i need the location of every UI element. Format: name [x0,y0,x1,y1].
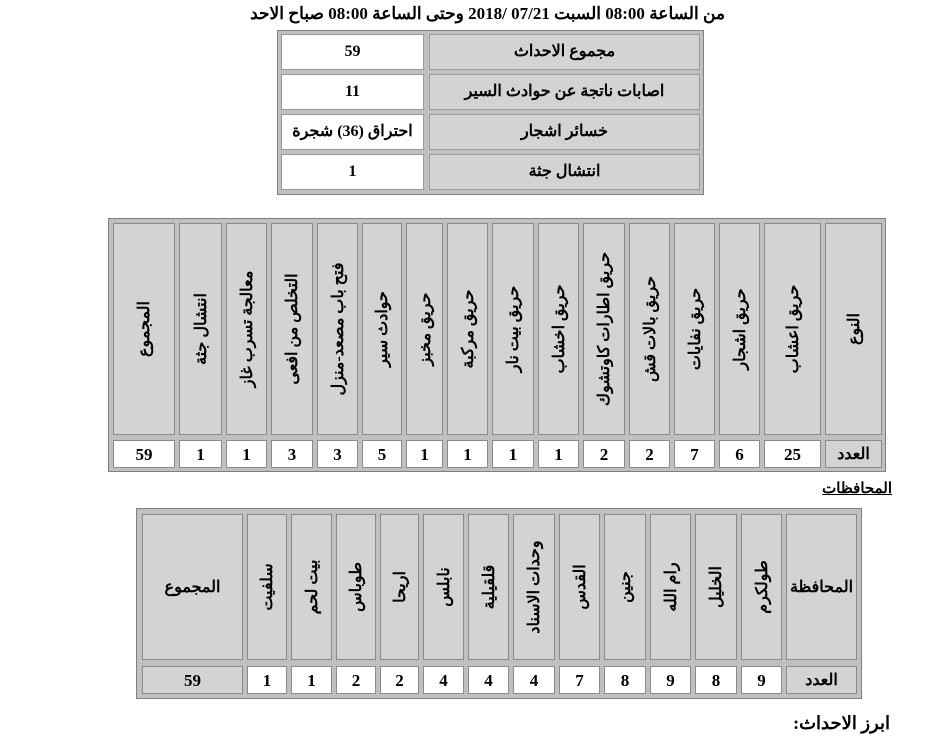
type-count: 7 [690,445,699,464]
type-count: 2 [599,445,609,464]
governorate-cell [695,514,737,660]
type-header-label: النوع [845,313,863,345]
summary-label: اصابات ناتجة عن حوادث السير [429,74,700,110]
total-value-cell [113,440,175,468]
type-count-cell [629,440,670,468]
type-count: 1 [242,445,251,464]
governorate-cell [291,514,332,660]
governorate-count-cell [741,666,782,694]
type-count-cell [583,440,625,468]
governorate-label: طولكرم [753,560,771,614]
governorate-count: 8 [711,671,721,690]
type-label: حريق بالات قش [641,275,659,383]
type-cell [764,223,821,435]
type-count: 3 [287,445,297,464]
type-count: 1 [554,445,563,464]
type-label: حريق نفايات [686,287,704,371]
governorate-cell [559,514,600,660]
type-label: فتح باب مصعد-منزل [329,262,347,396]
type-cell [406,223,443,435]
summary-table [277,30,704,195]
type-count-cell [179,440,222,468]
type-count-cell [538,440,579,468]
count-header-cell [825,440,882,468]
type-label: حريق اعشاب [784,284,802,374]
governorate-count-cell [604,666,646,694]
summary-value: 11 [281,74,424,110]
governorate-cell [423,514,464,660]
governorate-label: القدس [571,564,589,610]
governorate-count-cell [423,666,464,694]
type-label: حريق اخشاب [550,284,568,374]
report-period-header: من الساعة 08:00 السبت 07/21 /2018 وحتى الساعة 08:00 صباح الاحد [250,4,725,23]
governorate-header-cell [786,514,857,660]
governorate-count: 2 [395,671,404,690]
total-value: 59 [184,671,201,690]
type-count-cell [764,440,821,468]
governorate-cell [604,514,646,660]
governorate-label: رام الله [662,562,680,612]
type-count-cell [362,440,402,468]
governorate-count-cell [336,666,376,694]
governorate-count: 4 [439,671,448,690]
summary-value: 59 [281,34,424,70]
governorate-label: نابلس [435,567,453,607]
summary-row [281,34,700,70]
type-cell [271,223,313,435]
type-label: حريق اشجار [731,288,749,370]
type-label: حريق بيت نار [505,285,522,373]
total-header-cell [113,223,175,435]
count-header-cell [786,666,857,694]
total-value: 59 [135,445,153,464]
total-value-cell [142,666,243,694]
governorate-label: وحدات الاسناد [526,540,543,634]
type-count-cell [226,440,267,468]
governorate-label: سلفيت [259,563,276,611]
governorate-count-cell [468,666,509,694]
type-count-cell [406,440,443,468]
total-header-label: المجموع [136,301,153,357]
type-count-cell [674,440,715,468]
governorate-count: 1 [307,671,316,690]
type-count: 1 [196,445,205,464]
summary-label: مجموع الاحداث [429,34,700,70]
type-count-cell [492,440,534,468]
governorate-count-cell [559,666,600,694]
summary-row [281,74,700,110]
governorate-header-label: المحافظة [789,579,854,596]
governorate-count-cell [247,666,287,694]
type-count: 1 [420,445,429,464]
governorate-cell [336,514,376,660]
governorate-label: جنين [617,571,634,603]
governorate-count: 8 [620,671,630,690]
governorate-count: 9 [666,671,675,690]
governorate-count-cell [695,666,737,694]
type-cell [719,223,760,435]
type-cell [317,223,358,435]
type-label: حريق مخبز [416,292,434,366]
governorate-label: اريحا [391,571,409,603]
type-cell [362,223,402,435]
type-count-cell [447,440,488,468]
governorate-count: 4 [484,671,493,690]
type-count: 5 [377,445,387,464]
type-count: 1 [508,445,518,464]
total-header-label: المجموع [164,579,221,596]
summary-label: خسائر اشجار [429,114,700,150]
governorate-cell [741,514,782,660]
summary-row [281,114,700,150]
governorate-label: بيت لحم [303,559,321,615]
type-count-cell [317,440,358,468]
governorate-count: 1 [262,671,272,690]
governorate-count: 4 [529,671,539,690]
summary-label: انتشال جثة [429,154,700,190]
type-cell [447,223,488,435]
type-cell [674,223,715,435]
governorate-cell [380,514,419,660]
type-label: حوادث سير [374,291,391,367]
summary-value: 1 [281,154,424,190]
type-cell [629,223,670,435]
type-cell [538,223,579,435]
governorate-count-cell [291,666,332,694]
governorate-count: 9 [757,671,766,690]
type-count: 25 [784,445,801,464]
governorate-label: قلقيلية [480,564,498,610]
type-header-cell [825,223,882,435]
governorate-count: 2 [351,671,361,690]
governorate-count-cell [513,666,555,694]
summary-row [281,154,700,190]
governorate-count-cell [380,666,419,694]
type-count-cell [719,440,760,468]
type-cell [226,223,267,435]
governorate-cell [247,514,287,660]
governorate-count: 7 [575,671,584,690]
type-cell [492,223,534,435]
governorate-label: طوباس [348,562,365,612]
incident-types-table [108,218,886,472]
type-label: معالجة تسرب غاز [238,270,256,388]
type-label: انتشال جثة [192,293,210,365]
governorates-section-title: المحافظات [822,481,892,497]
type-count: 6 [735,445,744,464]
type-count: 1 [463,445,472,464]
count-header-label: العدد [805,672,838,689]
type-count: 2 [645,445,654,464]
type-count: 3 [333,445,342,464]
governorate-cell [650,514,691,660]
type-label: التخلص من افعى [284,273,301,385]
type-cell [583,223,625,435]
type-label: حريق مركبة [459,289,477,369]
governorate-count-cell [650,666,691,694]
count-header-label: العدد [837,446,870,463]
governorate-label: الخليل [708,566,725,608]
governorate-cell [513,514,555,660]
type-label: حريق اطارات كاوتشوك [596,251,613,407]
total-header-cell [142,514,243,660]
highlights-heading-cut: ابرز الاحداث: [793,713,890,733]
summary-value: احتراق (36) شجرة [281,114,424,150]
governorate-cell [468,514,509,660]
type-count-cell [271,440,313,468]
type-cell [179,223,222,435]
governorates-table [136,508,862,699]
